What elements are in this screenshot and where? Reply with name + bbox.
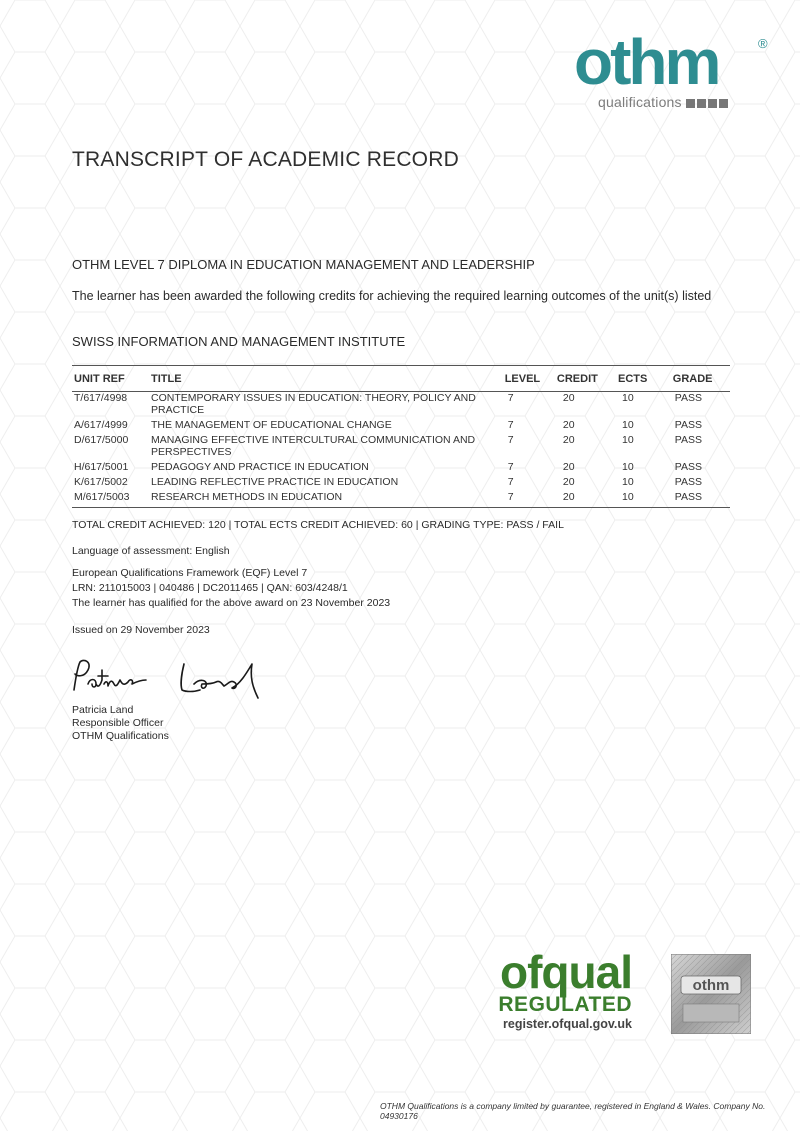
credit-cell: 20 xyxy=(562,392,575,404)
credit-cell: 20 xyxy=(562,491,575,503)
logo-subtitle xyxy=(598,94,728,111)
grade-cell: PASS xyxy=(674,491,703,503)
ofqual-regulated-text: REGULATED xyxy=(498,993,632,1016)
table-top-rule xyxy=(72,365,730,366)
level-cell: 7 xyxy=(507,419,514,431)
ects-cell: 10 xyxy=(621,419,634,431)
ects-cell: 10 xyxy=(621,461,634,473)
intro-paragraph: The learner has been awarded the following credits for achieving the required learning outcomes of the unit(s) listed xyxy=(72,289,712,303)
eqf-line: European Qualifications Framework (EQF) Level 7 xyxy=(72,567,308,579)
unit-title-cell: THE MANAGEMENT OF EDUCATIONAL CHANGE xyxy=(150,419,392,431)
ofqual-wordmark: ofqual xyxy=(500,946,632,998)
unit-ref-cell: A/617/4999 xyxy=(74,419,128,431)
header-ects: ECTS xyxy=(617,373,648,385)
table-row xyxy=(72,392,730,419)
level-cell: 7 xyxy=(507,476,514,488)
units-table xyxy=(72,372,730,506)
unit-title-cell: CONTEMPORARY ISSUES IN EDUCATION: THEORY, POLICY AND PRACTICE xyxy=(150,392,476,416)
unit-title-cell: MANAGING EFFECTIVE INTERCULTURAL COMMUNICATION AND PERSPECTIVES xyxy=(150,434,476,458)
unit-ref-cell: D/617/5000 xyxy=(74,434,129,446)
table-row xyxy=(72,434,730,461)
grade-cell: PASS xyxy=(674,419,703,431)
ofqual-regulated-logo xyxy=(492,946,632,1040)
unit-title-cell: RESEARCH METHODS IN EDUCATION xyxy=(150,491,343,503)
unit-title-cell: LEADING REFLECTIVE PRACTICE IN EDUCATION xyxy=(150,476,399,488)
othm-hologram-seal xyxy=(671,954,751,1034)
ects-cell: 10 xyxy=(621,476,634,488)
header-credit: CREDIT xyxy=(556,373,598,385)
table-row xyxy=(72,476,730,491)
grade-cell: PASS xyxy=(674,434,703,446)
header-level: LEVEL xyxy=(504,373,541,385)
ects-cell: 10 xyxy=(621,491,634,503)
credit-cell: 20 xyxy=(562,461,575,473)
credit-cell: 20 xyxy=(562,419,575,431)
level-cell: 7 xyxy=(507,491,514,503)
lrn-line: LRN: 211015003 | 040486 | DC2011465 | QAN: 603/4248/1 xyxy=(72,582,348,594)
table-row xyxy=(72,491,730,506)
grade-cell: PASS xyxy=(674,461,703,473)
level-cell: 7 xyxy=(507,392,514,404)
signatory-role: Responsible Officer xyxy=(72,717,164,729)
ofqual-register-url: register.ofqual.gov.uk xyxy=(503,1017,632,1031)
level-cell: 7 xyxy=(507,461,514,473)
table-header-row xyxy=(72,372,730,392)
logo-wordmark: othm xyxy=(574,26,719,98)
header-title: TITLE xyxy=(150,373,182,385)
table-bottom-rule xyxy=(72,507,730,508)
footer-legal-note: OTHM Qualifications is a company limited by guarantee, registered in England & Wales. Company No. 04930176 xyxy=(380,1101,766,1121)
grade-cell: PASS xyxy=(674,392,703,404)
level-cell: 7 xyxy=(507,434,514,446)
issued-date-line: Issued on 29 November 2023 xyxy=(72,624,210,636)
unit-ref-cell: M/617/5003 xyxy=(74,491,130,503)
registered-mark: ® xyxy=(758,36,768,51)
unit-ref-cell: H/617/5001 xyxy=(74,461,129,473)
othm-logo xyxy=(572,26,772,114)
signatory-name: Patricia Land xyxy=(72,704,134,716)
totals-line: TOTAL CREDIT ACHIEVED: 120 | TOTAL ECTS CREDIT ACHIEVED: 60 | GRADING TYPE: PASS / FAIL xyxy=(72,519,564,531)
qualified-date-line: The learner has qualified for the above award on 23 November 2023 xyxy=(72,597,391,609)
table-row xyxy=(72,461,730,476)
unit-ref-cell: K/617/5002 xyxy=(74,476,128,488)
logo-squares-icon xyxy=(684,95,728,111)
signatory-block xyxy=(72,704,169,743)
signature-image xyxy=(66,654,276,702)
qualification-name: OTHM LEVEL 7 DIPLOMA IN EDUCATION MANAGEMENT AND LEADERSHIP xyxy=(72,257,535,272)
centre-name: SWISS INFORMATION AND MANAGEMENT INSTITUTE xyxy=(72,334,406,349)
header-unit-ref: UNIT REF xyxy=(74,373,125,385)
grade-cell: PASS xyxy=(674,476,703,488)
document-title: TRANSCRIPT OF ACADEMIC RECORD xyxy=(72,148,459,171)
table-row xyxy=(72,419,730,434)
seal-text: othm xyxy=(692,977,730,994)
unit-title-cell: PEDAGOGY AND PRACTICE IN EDUCATION xyxy=(150,461,369,473)
credit-cell: 20 xyxy=(562,476,575,488)
language-line: Language of assessment: English xyxy=(72,545,230,557)
credit-cell: 20 xyxy=(562,434,575,446)
unit-ref-cell: T/617/4998 xyxy=(74,392,128,404)
logo-subtitle-text: qualifications xyxy=(598,94,682,110)
header-grade: GRADE xyxy=(672,373,713,385)
signatory-organisation: OTHM Qualifications xyxy=(72,730,169,742)
ects-cell: 10 xyxy=(621,392,634,404)
ects-cell: 10 xyxy=(621,434,634,446)
